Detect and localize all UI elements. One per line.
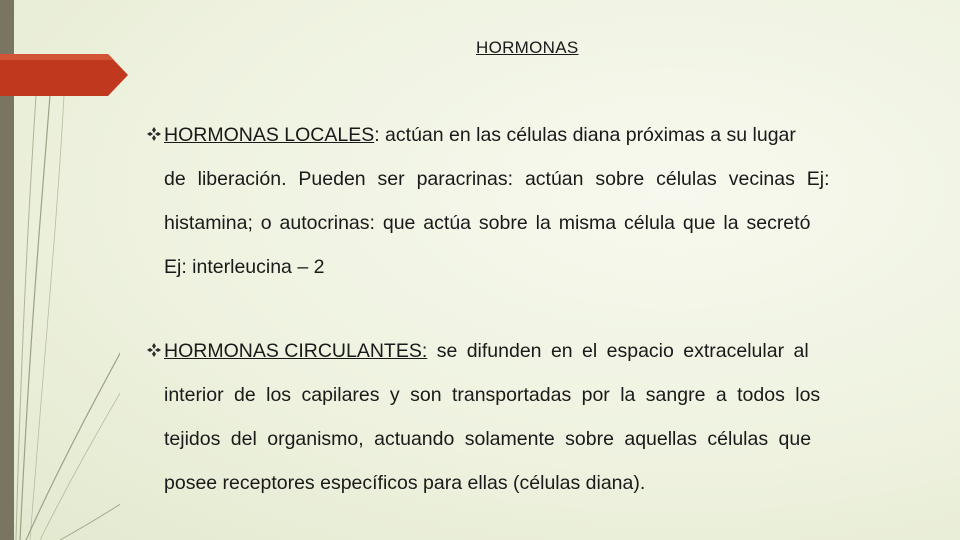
bullet-text: interior de los capilares y son transportadas por la sangre a todos los — [164, 384, 821, 406]
diamond-bullet-icon — [146, 342, 162, 358]
bullet-line — [164, 212, 944, 234]
bullet-term: HORMONAS CIRCULANTES: — [164, 340, 428, 362]
diamond-bullet-icon — [146, 126, 162, 142]
bullet-line — [164, 428, 944, 450]
bullet-line — [164, 472, 944, 494]
bullet-text: : actúan en las células diana próximas a su lugar — [374, 124, 796, 146]
bullet-text: tejidos del organismo, actuando solamente sobre aquellas células que — [164, 428, 812, 450]
bullet-text: se difunden en el espacio extracelular al — [427, 340, 809, 362]
bullet-line — [164, 256, 944, 278]
title-tab-marker — [0, 54, 128, 96]
bullet-text: Ej: interleucina – 2 — [164, 256, 325, 278]
bullet-text: histamina; o autocrinas: que actúa sobre la misma célula que la secretó — [164, 212, 811, 234]
bullet-text: posee receptores específicos para ellas (células diana). — [164, 472, 646, 494]
slide-title: HORMONAS — [476, 38, 579, 57]
bullet-term: HORMONAS LOCALES — [164, 124, 375, 146]
bullet-line — [164, 340, 944, 362]
bullet-line — [164, 384, 944, 406]
bullet-text: de liberación. Pueden ser paracrinas: actúan sobre células vecinas Ej: — [164, 168, 830, 190]
bullet-line — [164, 168, 944, 190]
bullet-line — [164, 124, 944, 146]
